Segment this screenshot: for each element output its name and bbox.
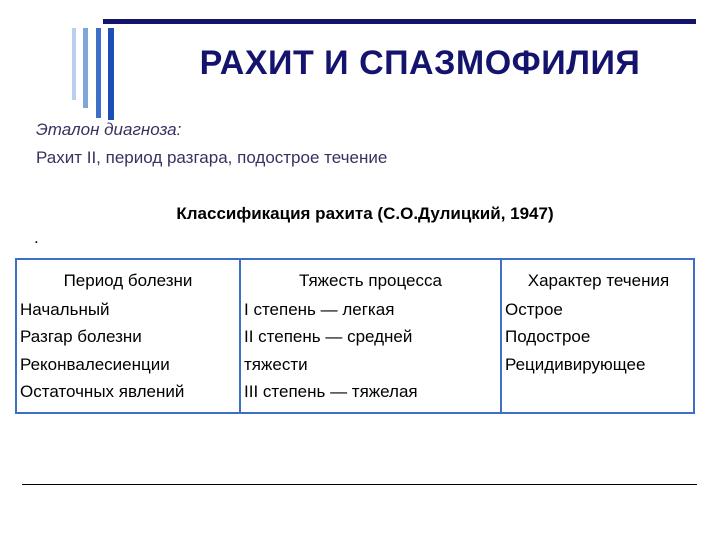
table-cell: Реконвалесиенции [20, 354, 170, 374]
column-header: Тяжесть процесса [299, 271, 442, 290]
table-cell: III степень — тяжелая [244, 382, 418, 401]
classification-table [15, 258, 695, 414]
decor-bar [83, 28, 88, 108]
decor-bar [96, 28, 101, 118]
slide-title: РАХИТ И СПАЗМОФИЛИЯ [199, 44, 641, 82]
table-cell: Подострое [505, 327, 591, 346]
column-header: Период болезни [63, 271, 193, 290]
table-cell: Рецидивирующее [505, 354, 646, 374]
decor-bar [108, 28, 114, 120]
table-cell: I степень — легкая [244, 299, 395, 319]
etalon-label: Эталон диагноза: [36, 120, 182, 139]
table-cell: Начальный [20, 299, 110, 319]
table-column-course [502, 260, 695, 412]
table-cell: Острое [505, 299, 563, 319]
table-column-severity [241, 260, 500, 412]
table-column-period [17, 260, 239, 412]
classification-title: Классификация рахита (С.О.Дулицкий, 1947) [176, 204, 554, 223]
bottom-rule [22, 484, 697, 485]
table-cell: тяжести [244, 354, 308, 374]
table-cell: Остаточных явлений [20, 382, 185, 401]
table-cell: Разгар болезни [20, 327, 142, 346]
column-header: Характер течения [527, 271, 670, 290]
table-cell: II степень — средней [244, 327, 413, 346]
top-accent-rule [103, 19, 696, 24]
diagnosis-text: Рахит II, период разгара, подострое течение [36, 148, 388, 167]
bullet-mark: . [34, 228, 39, 247]
decor-bar [72, 28, 76, 100]
